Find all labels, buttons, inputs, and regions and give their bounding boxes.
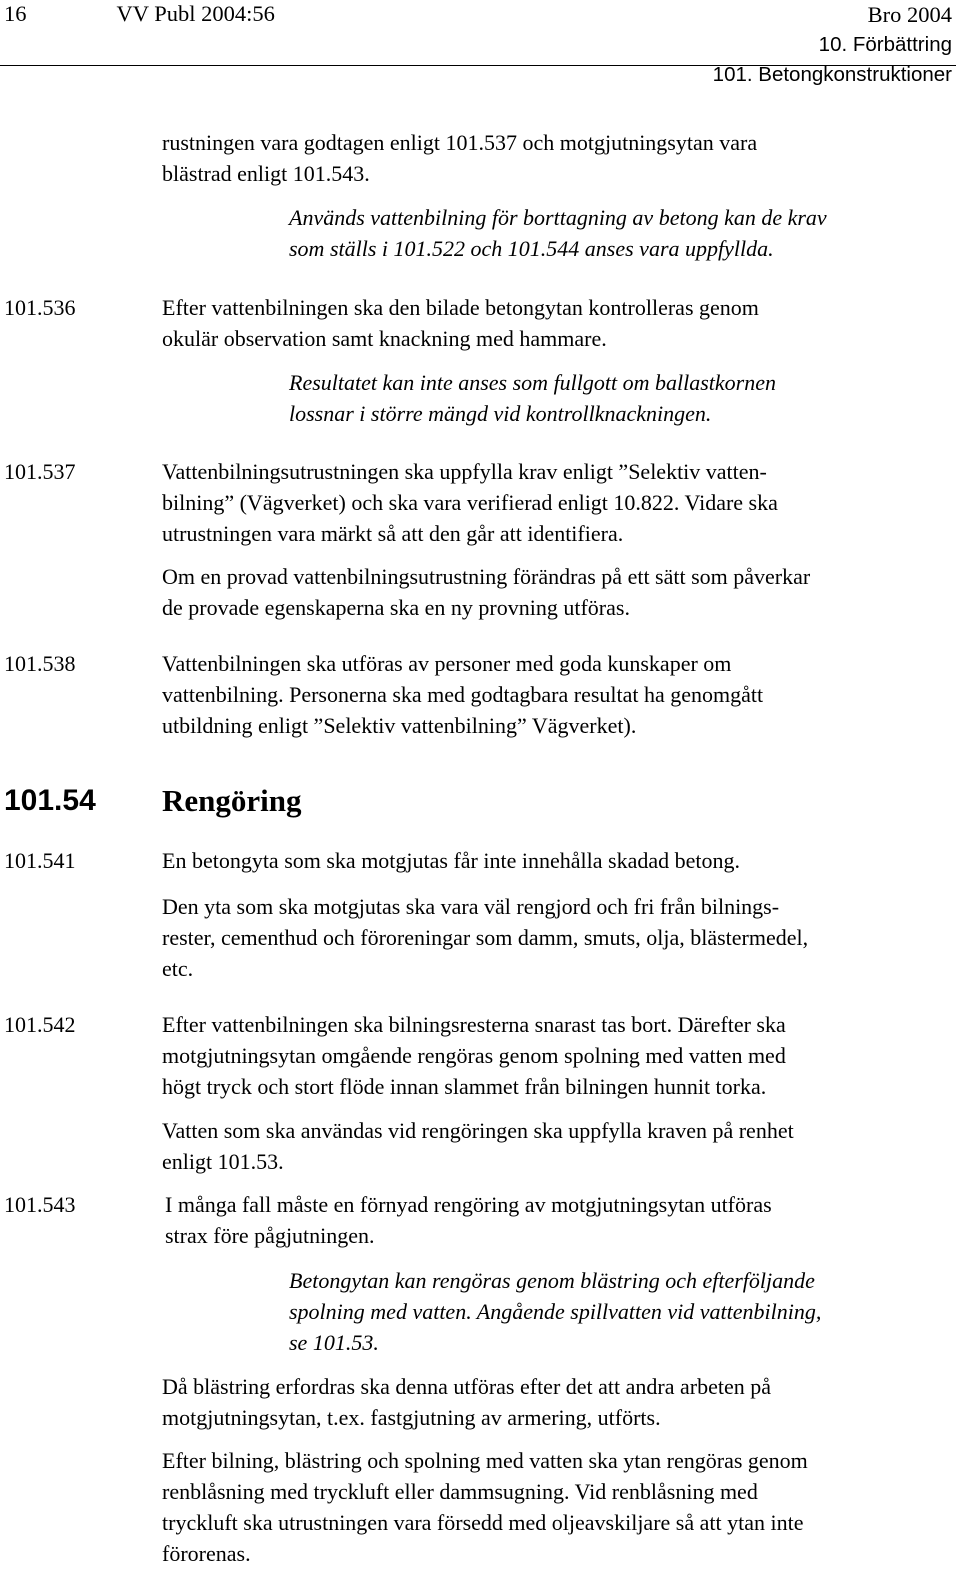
publication-id: VV Publ 2004:56: [116, 1, 275, 26]
header-rule: [0, 65, 956, 66]
clause-number-101-538: 101.538: [4, 651, 76, 676]
clause-101-538: Vattenbilningen ska utföras av personer med goda kunskaper om vattenbilning. Personerna ska med godtagbara resultat ha genomgått utbildning enligt ”Selektiv vattenbilning” Vägverket).: [162, 651, 764, 738]
paragraph-continuation: rustningen vara godtagen enligt 101.537 och motgjutningsytan vara blästrad enligt 101.543.: [162, 130, 758, 186]
page-number: 16: [4, 1, 27, 26]
note-101-543: Betongytan kan rengöras genom blästring och efterföljande spolning med vatten. Angående spillvatten vid vattenbilning, se 101.53.: [289, 1268, 822, 1355]
clause-number-101-543: 101.543: [4, 1192, 76, 1217]
clause-number-101-542: 101.542: [4, 1012, 76, 1037]
clause-101-543: I många fall måste en förnyad rengöring av motgjutningsytan utföras strax före pågjutningen.: [165, 1192, 772, 1248]
chapter-title: 10. Förbättring: [818, 33, 952, 56]
clause-number-101-536: 101.536: [4, 295, 76, 320]
clause-number-101-541: 101.541: [4, 848, 76, 873]
page-header: [0, 0, 960, 86]
clause-101-541-second: Den yta som ska motgjutas ska vara väl rengjord och fri från bilnings- rester, cementhud och föroreningar som damm, smuts, olja, blästermedel, etc.: [162, 894, 809, 981]
header-right: [713, 0, 952, 90]
clause-number-101-537: 101.537: [4, 459, 76, 484]
note-101-536: Resultatet kan inte anses som fullgott om ballastkornen lossnar i större mängd vid kontrollknackningen.: [289, 370, 777, 426]
note-continuation: Används vattenbilning för borttagning av betong kan de krav som ställs i 101.522 och 101.544 anses vara uppfyllda.: [289, 205, 827, 261]
clause-101-542-second: Vatten som ska användas vid rengöringen ska uppfylla kraven på renhet enligt 101.53.: [162, 1118, 794, 1174]
section-heading-number: 101.54: [4, 784, 96, 817]
clause-101-536: Efter vattenbilningen ska den bilade betongytan kontrolleras genom okulär observation samt knackning med hammare.: [162, 295, 759, 351]
clause-101-537-second: Om en provad vattenbilningsutrustning förändras på ett sätt som påverkar de provade egenskaperna ska en ny provning utföras.: [162, 564, 811, 620]
clause-101-543-second: Då blästring erfordras ska denna utföras efter det att andra arbeten på motgjutningsytan, t.ex. fastgjutning av armering, utförts.: [162, 1374, 771, 1430]
clause-101-542: Efter vattenbilningen ska bilningsresterna snarast tas bort. Därefter ska motgjutningsytan omgående rengöras genom spolning med vatten med högt tryck och stort flöde innan slammet från bilningen hunnit torka.: [162, 1012, 786, 1099]
header-left: [4, 0, 275, 28]
clause-101-543-third: Efter bilning, blästring och spolning med vatten ska ytan rengöras genom renblåsning med tryckluft eller dammsugning. Vid renblåsning med tryckluft ska utrustningen vara försedd med oljeavskiljare så att ytan inte förorenas.: [162, 1448, 808, 1566]
clause-101-541: En betongyta som ska motgjutas får inte innehålla skadad betong.: [162, 848, 740, 873]
section-heading-title: Rengöring: [162, 783, 302, 818]
clause-101-537: Vattenbilningsutrustningen ska uppfylla krav enligt ”Selektiv vatten- bilning” (Vägverket) och ska vara verifierad enligt 10.822. Vidare ska utrustningen vara märkt så att den går att identifiera.: [162, 459, 778, 546]
section-title: 101. Betongkonstruktioner: [712, 63, 952, 86]
document-title: Bro 2004: [867, 2, 952, 27]
